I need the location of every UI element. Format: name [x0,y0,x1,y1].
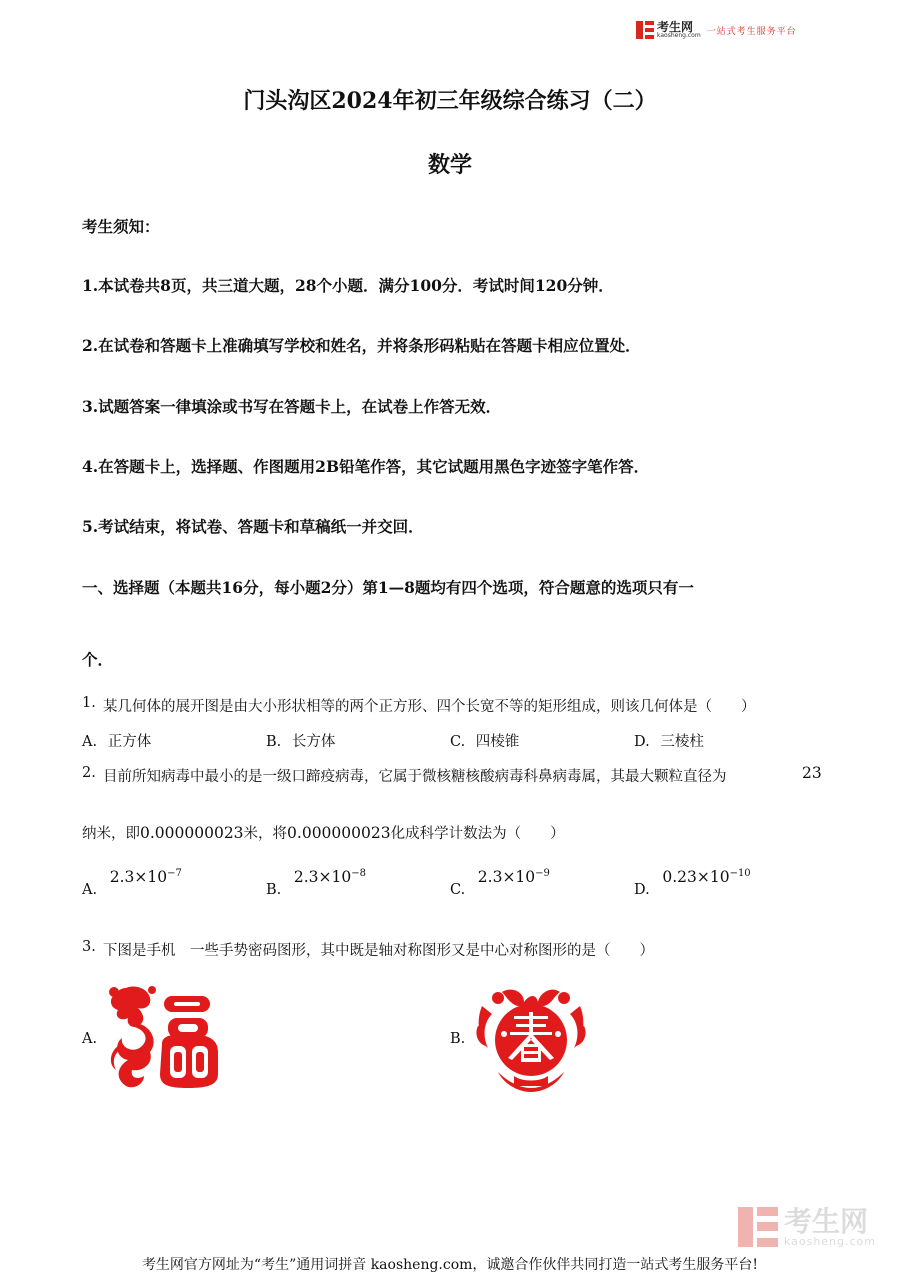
option-expression: $2.3\times 10^{-9}$ [477,868,550,887]
notice-item-1: 1.本试卷共8页，共三道大题，28个小题．满分100分．考试时间120分钟． [82,276,614,295]
q1-option-d [634,730,704,751]
logo-en: kaosheng.com [657,32,701,39]
notice-item-5: 5.考试结束，将试卷、答题卡和草稿纸一并交回． [82,517,424,536]
watermark-en: kaosheng.com [783,1234,876,1248]
option-expression: $2.3\times 10^{-7}$ [109,868,182,887]
option-text: 长方体 [291,734,336,750]
option-label: C. [450,734,466,750]
dragon-fu-papercut-icon [104,982,222,1090]
notice-item-3: 3.试题答案一律填涂或书写在答题卡上，在试卷上作答无效． [82,397,502,416]
watermark-logo-icon [738,1207,778,1247]
logo-slogan: 一站式考生服务平台 [706,26,797,37]
section1-heading-cont: 个． [82,650,114,669]
option-expression: $0.23\times 10^{-10}$ [662,868,751,887]
q2-decimal-1: 0.000000023 [140,824,244,842]
watermark-cn: 考生网 [783,1204,868,1238]
exam-title: 门头沟区2024年初三年级综合练习（二） [243,88,657,114]
option-label: C. [450,882,466,899]
q3-option-a-label: A. [82,1031,98,1047]
q2-text-line1: 目前所知病毒中最小的是一级口蹄疫病毒，它属于微核糖核酸病毒科鼻病毒属，其最大颗粒直径为 [103,769,727,785]
notice-item-4: 4.在答题卡上，选择题、作图题用2B铅笔作答，其它试题用黑色字迹签字笔作答． [82,457,650,476]
notice-item-2: 2.在试卷和答题卡上准确填写学校和姓名，并将条形码粘贴在答题卡相应位置处． [82,336,641,355]
q2-text-a: 纳米，即 [82,826,140,842]
q2-option-c [450,868,550,899]
option-label: D. [634,734,650,750]
q2-decimal-2: 0.000000023 [287,824,391,842]
option-expression: $2.3\times 10^{-8}$ [293,868,366,887]
option-label: D. [634,882,650,899]
subject-title: 数学 [427,152,472,178]
kaosheng-logo-icon [636,21,654,39]
option-label: A. [82,734,98,750]
q1-option-a [82,730,151,751]
notice-heading: 考生须知： [82,217,160,236]
q2-value-23: 23 [802,764,822,782]
q2-text-line2 [82,822,565,843]
option-label: B. [266,882,282,899]
q2-number: 2. [82,765,96,781]
q3-option-b-label: B. [450,1031,466,1047]
q1-option-c [450,730,519,751]
option-text: 三棱柱 [660,734,704,750]
q3-text: 下图是手机 一些手势密码图形，其中既是轴对称图形又是中心对称图形的是（ ） [103,943,654,959]
option-text: 正方体 [107,734,152,750]
spring-papercut-icon [474,986,588,1092]
option-label: A. [82,882,98,899]
q1-option-b [266,730,335,751]
q2-text-c: 化成科学计数法为（ ） [390,826,565,842]
q2-text-b: 米，将 [243,826,288,842]
q1-number: 1. [82,695,96,711]
logo-cn: 考生网 [657,20,694,34]
brand-logo [636,18,797,42]
footer-text: 考生网官方网址为“考生”通用词拼音 kaosheng.com，诚邀合作伙伴共同打造一站式考生服务平台! [141,1257,759,1273]
q2-option-a [82,868,182,899]
q1-text: 某几何体的展开图是由大小形状相等的两个正方形、四个长宽不等的矩形组成，则该几何体是（ ） [103,699,756,715]
option-text: 四棱锥 [475,734,520,750]
section1-heading: 一、选择题（本题共16分，每小题2分）第1—8题均有四个选项，符合题意的选项只有一 [82,578,694,597]
q3-number: 3. [82,939,96,955]
q2-option-d [634,868,751,899]
q2-option-b [266,868,366,899]
watermark-logo [738,1204,876,1248]
option-label: B. [266,734,282,750]
